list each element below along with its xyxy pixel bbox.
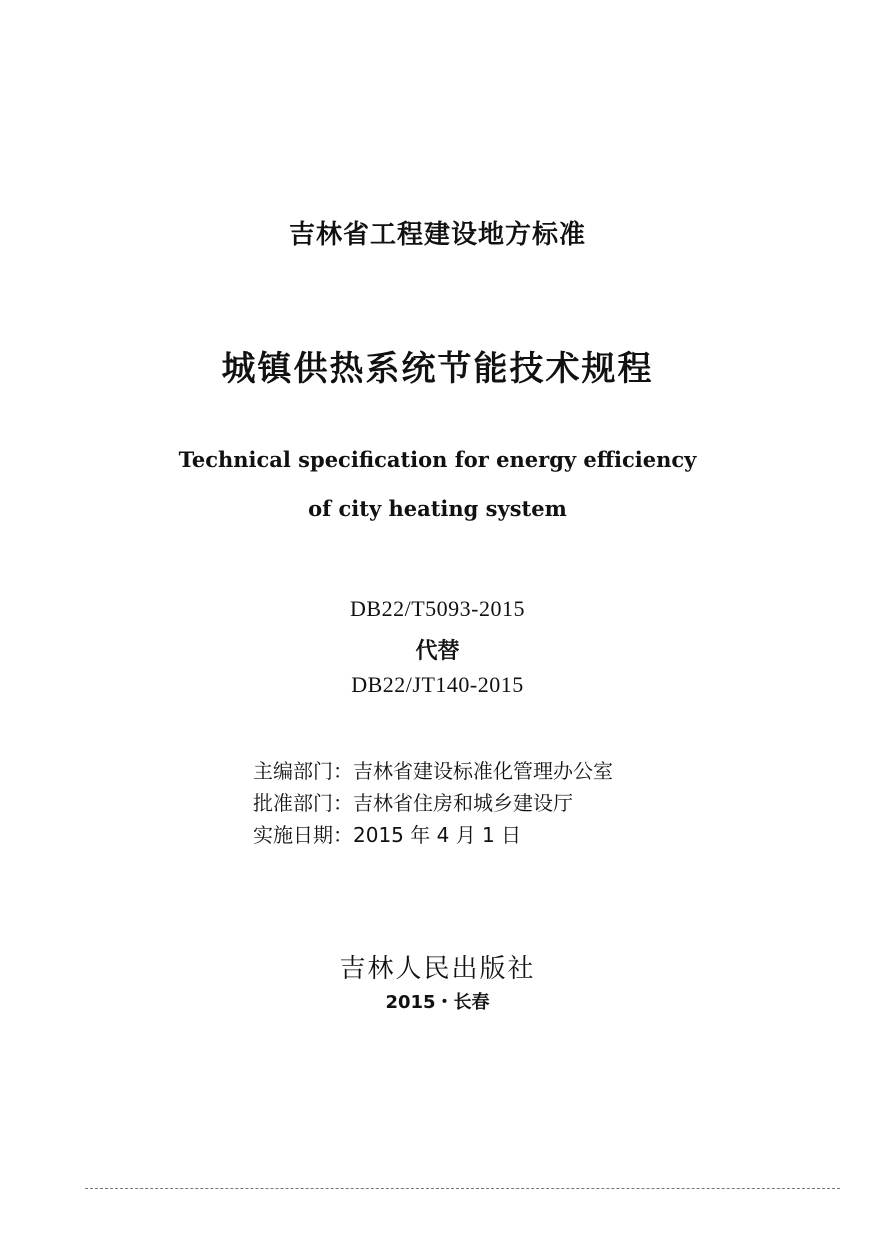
publish-year-place: 2015・长春 (385, 992, 490, 1013)
publisher-name: 吉林人民出版社 (339, 954, 536, 984)
document-title-chinese: 城镇供热系统节能技术规程 (221, 349, 654, 389)
document-title-english-line1: Technical specification for energy efficiency (178, 447, 697, 472)
standard-code: DB22/T5093-2015 (350, 596, 525, 621)
replaced-standard-code: DB22/JT140-2015 (351, 672, 524, 697)
approval-department: 批准部门：吉林省住房和城乡建设厅 (253, 791, 573, 815)
editor-department: 主编部门：吉林省建设标准化管理办公室 (253, 759, 613, 783)
scan-artifact-line (85, 1188, 840, 1189)
replaces-label: 代替 (415, 639, 460, 664)
document-title-english-line2: of city heating system (308, 496, 567, 521)
series-title: 吉林省工程建设地方标准 (288, 220, 586, 250)
effective-date: 实施日期：2015 年 4 月 1 日 (253, 823, 522, 847)
